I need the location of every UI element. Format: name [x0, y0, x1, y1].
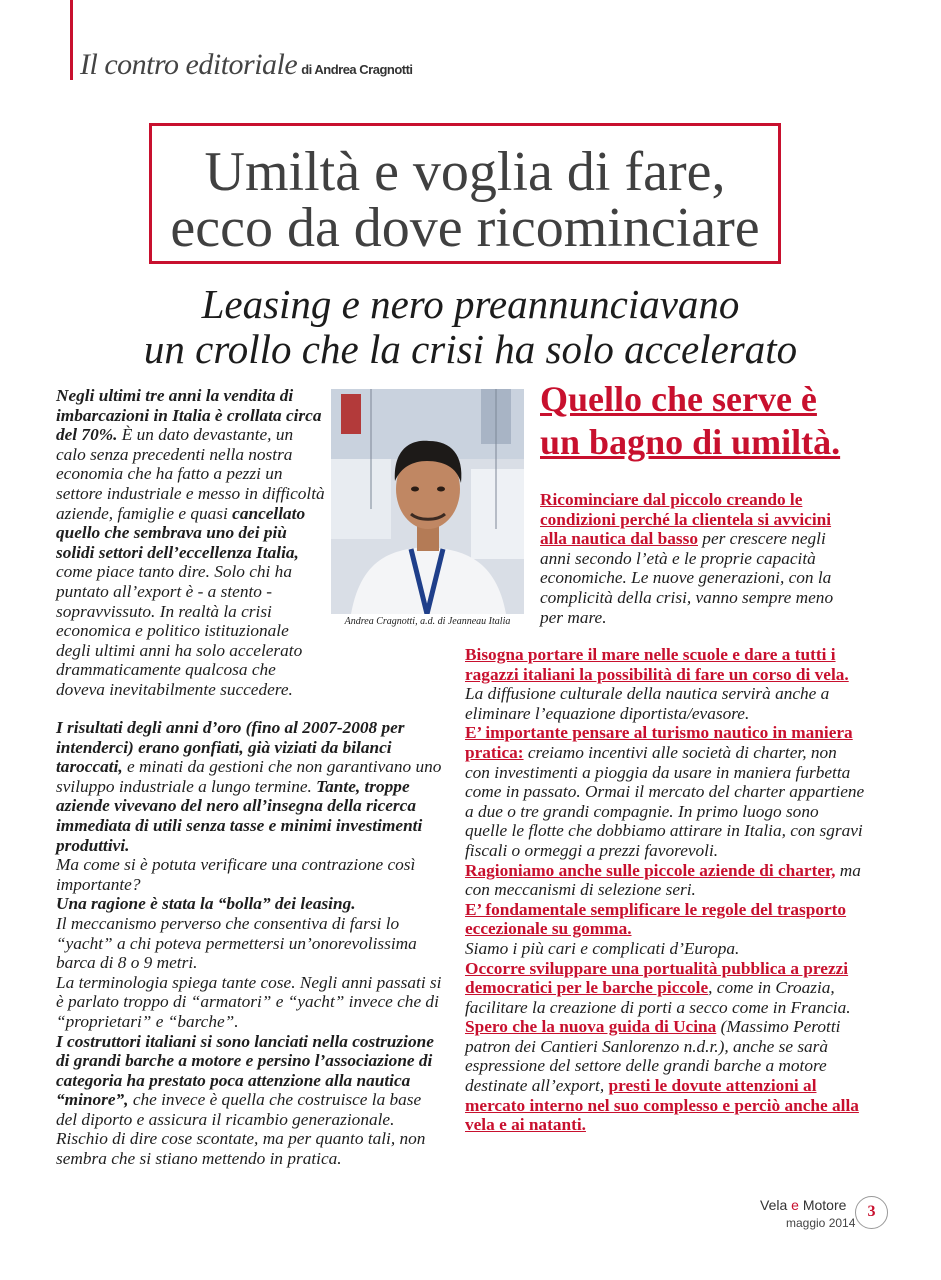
headline — [152, 126, 778, 259]
subheadline — [0, 282, 941, 372]
subheadline-line-1: Leasing e nero preannunciavano — [201, 281, 740, 327]
issue-date: maggio 2014 — [786, 1216, 856, 1230]
body-text: , come in Croazia, facilitare la creazione di porti a secco come in Francia. — [465, 978, 851, 1017]
paragraph — [465, 645, 865, 684]
bold-text: I costruttori italiani si sono lanciati nella costruzione di grandi barche a motore e persino l’associazione di categoria ha prestato poca attenzione alla nautica “minore”, — [56, 1031, 434, 1110]
subheadline-line-2: un crollo che la crisi ha solo accelerato — [143, 326, 798, 373]
headline-box — [149, 123, 781, 264]
left-column-bottom — [56, 718, 446, 1169]
author-byline: di Andrea Cragnotti — [301, 62, 413, 77]
paragraph — [56, 894, 446, 914]
bold-text: cancellato quello che sembrava uno dei più solidi settori dell’eccellenza Italia, — [56, 503, 306, 562]
body-text: ma con meccanismi di selezione seri. — [465, 860, 861, 900]
highlight-text: Ricominciare dal piccolo creando le condizioni perché la clientela si avvicini alla nautica dal basso — [540, 490, 832, 549]
magazine-name — [760, 1197, 846, 1213]
right-column-bottom — [465, 645, 865, 1135]
paragraph — [465, 723, 865, 860]
body-text: e minati da gestioni che non garantivano uno sviluppo industriale a lungo termine. — [56, 757, 442, 796]
paragraph — [465, 959, 865, 1018]
pull-quote-line-1: Quello che serve è — [540, 379, 817, 419]
magazine-name-part: e — [791, 1197, 799, 1213]
pull-quote — [540, 378, 840, 464]
header-accent-rule — [70, 0, 73, 80]
paragraph — [465, 900, 865, 939]
magazine-name-part: Vela — [760, 1197, 792, 1213]
highlight-text: Spero che la nuova guida di Ucina — [465, 1017, 717, 1037]
paragraph — [465, 1017, 865, 1135]
paragraph: Il meccanismo perverso che consentiva di farsi lo “yacht” a chi poteva permettersi un’onorevolissima barca di 8 o 9 metri. — [56, 913, 417, 973]
body-text: È un dato devastante, un calo senza precedenti nella nostra economia che ha fatto a pezzi un settore industriale e messo in difficoltà aziende, famiglie e quasi — [56, 425, 325, 523]
headline-line-1: Umiltà e voglia di fare, — [204, 141, 726, 203]
magazine-name-part: Motore — [798, 1197, 847, 1213]
highlight-text: Bisogna portare il mare nelle scuole e dare a tutti i ragazzi italiani la possibilità di fare un corso di vela. — [465, 645, 849, 684]
highlight-text: E’ importante pensare al turismo nautico in maniera pratica: — [465, 723, 853, 762]
page-number: 3 — [855, 1196, 888, 1229]
paragraph: Ma come si è potuta verificare una contrazione così importante? — [56, 855, 416, 894]
right-column-top — [540, 490, 840, 627]
paragraph — [56, 386, 326, 700]
bold-text: Una ragione è stata la “bolla” dei leasing. — [56, 894, 356, 914]
body-text: per crescere negli anni secondo l’età e le proprie capacità economiche. Le nuove generazioni, con la complicità della crisi, vanno sempre meno per mare. — [540, 529, 834, 627]
paragraph: La diffusione culturale della nautica servirà anche a eliminare l’equazione diportista/evasore. — [465, 684, 830, 723]
paragraph: Siamo i più cari e complicati d’Europa. — [465, 938, 740, 958]
paragraph — [56, 718, 446, 855]
body-text: come piace tanto dire. Solo chi ha puntato all’export è - a stento - sopravvissuto. In realtà la crisi economica e politico istituzionale degli ultimi anni ha solo accelerato drammaticamente qualcosa che doveva inevitabilmente succedere. — [56, 562, 303, 699]
headline-line-2: ecco da dove ricominciare — [170, 197, 760, 259]
bold-text: Tante, troppe aziende vivevano del nero all’insegna della ricerca immediata di utili senza tasse e minimi investimenti produttivi. — [56, 776, 423, 855]
paragraph — [465, 861, 865, 900]
author-photo — [331, 389, 524, 614]
highlight-text: Ragioniamo anche sulle piccole aziende di charter, — [465, 860, 836, 880]
author-photo-illustration — [331, 389, 524, 614]
highlight-text: Occorre sviluppare una portualità pubblica a prezzi democratici per le barche piccole — [465, 958, 849, 998]
pull-quote-line-2: un bagno di umiltà. — [540, 422, 841, 462]
paragraph — [56, 1032, 446, 1130]
left-column-top — [56, 386, 326, 700]
paragraph: La terminologia spiega tante cose. Negli anni passati si è parlato troppo di “armatori” e “yacht” invece che di “proprietari” e “barche”. — [56, 972, 442, 1031]
bold-text: Negli ultimi tre anni la vendita di imbarcazioni in Italia è crollata circa del 70%. — [56, 386, 322, 445]
highlight-text: E’ fondamentale semplificare le regole del trasporto eccezionale su gomma. — [465, 899, 847, 939]
bold-text: I risultati degli anni d’oro (fino al 2007-2008 per intenderci) erano gonfiati, già viziati da bilanci taroccati, — [56, 718, 405, 777]
body-text: creiamo incentivi alle società di charter, non con investimenti a pioggia da usare in maniera furbetta come in passato. Ormai il mercato del charter appartiene a due o tre grandi compagnie. In primo luogo sono quelle le flotte che dobbiamo attirare in Italia, con sgravi fiscali o ormeggi a prezzi favorevoli. — [465, 742, 865, 860]
section-name: Il contro editoriale — [80, 48, 298, 81]
photo-caption: Andrea Cragnotti, a.d. di Jeanneau Italia — [344, 616, 511, 627]
paragraph — [540, 490, 840, 627]
section-title — [80, 48, 413, 82]
paragraph: Rischio di dire cose scontate, ma per quanto tali, non sembra che si stiano mettendo in pratica. — [56, 1129, 426, 1169]
body-text: che invece è quella che costruisce la base del diporto e assicura il ricambio generazionale. — [56, 1090, 422, 1129]
highlight-text: presti le dovute attenzioni al mercato interno nel suo complesso e perciò anche alla vela e ai natanti. — [465, 1076, 859, 1135]
body-text: (Massimo Perotti patron dei Cantieri Sanlorenzo n.d.r.), anche se sarà espressione del settore delle grandi barche a motore destinate all’export, — [465, 1017, 841, 1096]
